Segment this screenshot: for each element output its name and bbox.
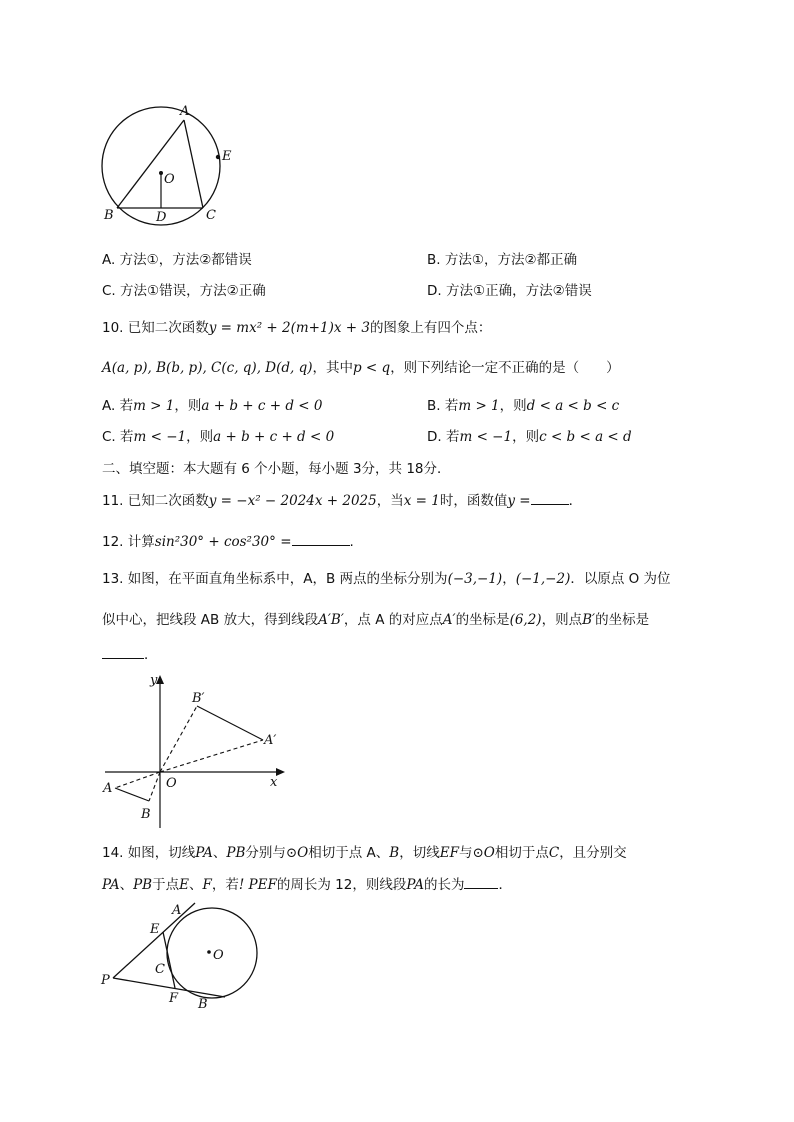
q10-option-d[interactable]: D. 若m < −1，则c < b < a < d bbox=[427, 429, 632, 445]
point-label-O: O bbox=[164, 172, 175, 187]
q11-answer-blank[interactable] bbox=[531, 490, 569, 505]
point-label-E: E bbox=[222, 149, 232, 164]
point-label-O: O bbox=[213, 948, 224, 963]
circle-triangle-figure bbox=[95, 100, 245, 230]
point-label-B: B bbox=[141, 807, 151, 822]
q12-answer-blank[interactable] bbox=[292, 531, 350, 546]
point-label-C: C bbox=[155, 962, 165, 977]
q11-stem: 11. 已知二次函数y = −x² − 2024x + 2025，当x = 1时，函数值y = ． bbox=[102, 489, 582, 509]
q10-option-c[interactable]: C. 若m < −1，则a + b + c + d < 0 bbox=[102, 429, 335, 445]
q14-line2: PA、PB于点E、F，若! PEF的周长为 12，则线段PA的长为 ． bbox=[102, 873, 512, 893]
q9-option-c[interactable]: C. 方法①错误，方法②正确 bbox=[102, 283, 266, 299]
q9-option-a[interactable]: A. 方法①，方法②都错误 bbox=[102, 252, 252, 268]
q10-option-b[interactable]: B. 若m > 1，则d < a < b < c bbox=[427, 398, 620, 414]
q12-stem: 12. 计算sin²30° + cos²30° = . bbox=[102, 530, 354, 550]
q10-option-a[interactable]: A. 若m > 1，则a + b + c + d < 0 bbox=[102, 398, 323, 414]
q9-option-d[interactable]: D. 方法①正确，方法②错误 bbox=[427, 283, 592, 299]
origin-label: O bbox=[166, 776, 177, 791]
q13-line1: 13. 如图，在平面直角坐标系中，A，B 两点的坐标分别为(−3,−1)，(−1,−2)．以原点 O 为位 bbox=[102, 571, 671, 587]
axis-label-x: x bbox=[270, 775, 278, 790]
q9-option-b[interactable]: B. 方法①，方法②都正确 bbox=[427, 252, 578, 268]
point-label-B: B bbox=[198, 997, 208, 1012]
point-label-A-prime: A′ bbox=[264, 733, 277, 748]
point-label-A: A bbox=[180, 104, 190, 119]
point-label-A: A bbox=[172, 903, 182, 918]
point-label-B: B bbox=[104, 208, 114, 223]
point-label-D: D bbox=[156, 210, 167, 225]
point-label-F: F bbox=[169, 991, 179, 1006]
q13-answer-blank[interactable] bbox=[102, 644, 144, 659]
q10-points: A(a, p), B(b, p), C(c, q), D(d, q)，其中p < q，则下列结论一定不正确的是（ ） bbox=[102, 360, 620, 376]
q13-line3: ． bbox=[102, 643, 158, 663]
section-heading-fill-in: 二、填空题：本大题有 6 个小题，每小题 3分，共 18分． bbox=[102, 461, 451, 477]
point-label-A: A bbox=[103, 781, 113, 796]
axis-label-y: y bbox=[150, 673, 158, 688]
point-label-B-prime: B′ bbox=[192, 691, 205, 706]
q14-line1: 14. 如图，切线PA、PB分别与⊙O相切于点 A、B，切线EF与⊙O相切于点C，且分别交 bbox=[102, 845, 627, 861]
coordinate-plane-figure bbox=[100, 670, 300, 830]
q14-answer-blank[interactable] bbox=[464, 874, 498, 889]
point-label-E: E bbox=[150, 922, 160, 937]
point-label-P: P bbox=[101, 973, 110, 988]
point-label-C: C bbox=[206, 208, 216, 223]
q13-line2: 似中心，把线段 AB 放大，得到线段A′B′，点 A 的对应点A′的坐标是(6,2)，则点B′的坐标是 bbox=[102, 612, 650, 628]
q10-stem: 10. 已知二次函数y = mx² + 2(m+1)x + 3的图象上有四个点： bbox=[102, 320, 492, 336]
tangent-circle-figure bbox=[95, 895, 275, 1015]
